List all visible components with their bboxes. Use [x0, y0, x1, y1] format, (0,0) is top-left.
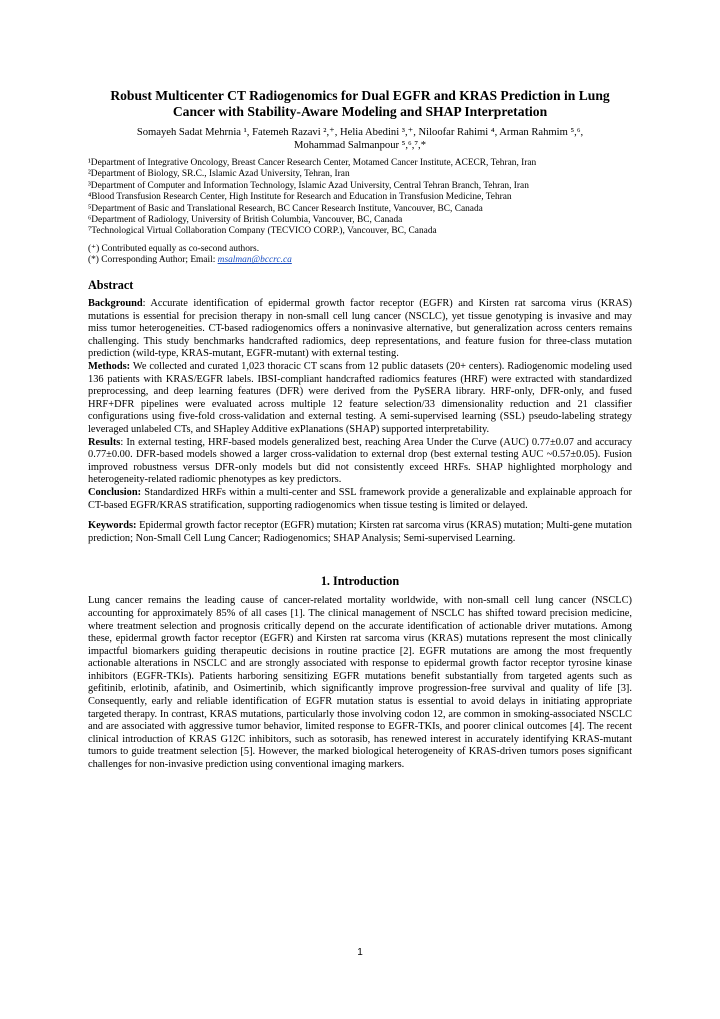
background-label: Background: [88, 298, 143, 310]
corresponding-author-label: (*) Corresponding Author; Email:: [88, 255, 218, 266]
methods-text: We collected and curated 1,023 thoracic CT scans from 12 public datasets (20+ centers). Radiogenomic modeling used 136 patients with KRAS/EGFR labels. IBSI-compliant handcrafted radiomics features (HRF) were extracted with standardized preprocessing, and deep learning features (DFR) were derived from the PySERA library. HRF-only, DFR-only, and fused HRF+DFR pipelines were evaluated across multiple 12 feature selection/33 dimensionality reduction and 21 classifier configurations using five-fold cross-validation and external testing. A semi-supervised learning (SSL) pseudo-labeling strategy leveraged unlabeled CTs, and SHapley Additive exPlanations (SHAP) supported interpretability.: [88, 361, 632, 435]
affiliation-1: ¹Department of Integrative Oncology, Breast Cancer Research Center, Motamed Cancer Institute, ACECR, Tehran, Iran: [88, 158, 537, 168]
corresponding-author-note: [88, 255, 632, 267]
keywords-paragraph: [88, 520, 632, 545]
author-line-1: Somayeh Sadat Mehrnia ¹, Fatemeh Razavi ²,⁺, Helia Abedini ³,⁺, Niloofar Rahimi ⁴, Arman Rahmim ⁵,⁶,: [136, 127, 584, 138]
affiliation-6: ⁶Department of Radiology, University of British Columbia, Vancouver, BC, Canada: [88, 215, 403, 226]
results-text: : In external testing, HRF-based models generalized best, reaching Area Under the Curve (AUC) 0.77±0.07 and accuracy 0.77±0.00. DFR-based models showed a larger cross-validation to external drop (best external testing AUC ~0.57±0.05). Fusion improved robustness versus DFR-only models but did not consistently exceed HRFs. SHAP highlighted morphology and heterogeneity-related radiomic phenotypes as key predictors.: [88, 436, 632, 486]
results-label: Results: [88, 436, 121, 448]
affiliation-2: ²Department of Biology, SR.C., Islamic Azad University, Tehran, Iran: [88, 169, 350, 180]
introduction-heading: 1. Introduction: [320, 574, 400, 589]
abstract-body: [88, 298, 632, 512]
methods-label: Methods:: [88, 361, 131, 372]
keywords-label: Keywords:: [88, 520, 137, 532]
background-text: : Accurate identification of epidermal growth factor receptor (EGFR) and Kirsten rat sarcoma virus (KRAS) mutations is essential for precision therapy in non-small cell lung cancer (NSCLC), yet tissue genotyping is invasive and may miss tumor heterogeneities. CT-based radiogenomics offers a noninvasive alternative, but generalization across centers remains challenging. This study benchmarks handcrafted radiomics, deep representations, and feature fusion for three-class mutation prediction (wild-type, KRAS-mutant, EGFR-mutant) with external testing.: [88, 298, 632, 360]
abstract-heading: Abstract: [88, 278, 134, 293]
paper-title: Robust Multicenter CT Radiogenomics for Dual EGFR and KRAS Prediction in Lung Cancer with Stability-Aware Modeling and SHAP Interpretation: [110, 88, 610, 119]
page-number: 1: [357, 947, 363, 958]
author-list: [88, 126, 632, 152]
author-notes: [88, 244, 632, 267]
conclusion-label: Conclusion:: [88, 486, 142, 498]
affiliation-7: ⁷Technological Virtual Collaboration Company (TECVICO CORP.), Vancouver, BC, Canada: [88, 226, 437, 237]
affiliation-3: ³Department of Computer and Information Technology, Islamic Azad University, Central Tehran Branch, Tehran, Iran: [88, 180, 529, 191]
affiliation-4: ⁴Blood Transfusion Research Center, High Institute for Research and Education in Transfusion Medicine, Tehran: [88, 192, 512, 203]
author-line-2: Mohammad Salmanpour ⁵,⁶,⁷,*: [293, 140, 426, 151]
affiliation-5: ⁵Department of Basic and Translational Research, BC Cancer Research Institute, Vancouver, BC, Canada: [88, 203, 483, 214]
keywords-text: Epidermal growth factor receptor (EGFR) mutation; Kirsten rat sarcoma virus (KRAS) mutation; Multi-gene mutation prediction; Non-Small Cell Lung Cancer; Radiogenomics; SHAP Analysis; Semi-supervised Learning.: [88, 520, 632, 544]
equal-contribution-note: (⁺) Contributed equally as co-second authors.: [88, 243, 260, 254]
introduction-body: Lung cancer remains the leading cause of cancer-related mortality worldwide, with non-small cell lung cancer (NSCLC) accounting for approximately 85% of all cases [1]. The clinical management of NSCLC has shifted toward precision medicine, where treatment selection and prognosis critically depend on the accurate identification of actionable driver mutations. Among these, epidermal growth factor receptor (EGFR) and Kirsten rat sarcoma virus (KRAS) mutations represent the most clinically impactful biomarkers guiding therapeutic decisions in routine practice [2]. EGFR mutations are among the most frequently actionable alterations in NSCLC and are strongly associated with response to epidermal growth factor receptor tyrosine kinase inhibitors (EGFR-TKIs). Patients harboring sensitizing EGFR mutations benefit substantially from targeted agents such as gefitinib, erlotinib, afatinib, and Osimertinib, which significantly improve progression-free survival and quality of life [3]. Consequently, early and reliable identification of EGFR mutation status is essential to avoid delays in initiating appropriate targeted therapy. In contrast, KRAS mutations, particularly those involving codon 12, are common in smoking-associated NSCLC and are associated with aggressive tumor behavior, limited response to EGFR-TKIs, and poorer clinical outcomes [4]. The recent clinical introduction of KRAS G12C inhibitors, such as sotorasib, has renewed interest in accurately identifying KRAS-mutant tumors to guide treatment selection [5]. However, the marked biological heterogeneity of KRAS-driven tumors poses significant challenges for non-invasive prediction using conventional imaging markers.: [88, 595, 632, 771]
conclusion-text: Standardized HRFs within a multi-center and SSL framework provide a generalizable and explainable approach for CT-based EGFR/KRAS stratification, supporting radiogenomics when tissue testing is limited or delayed.: [88, 486, 632, 511]
affiliation-list: [88, 158, 632, 238]
corresponding-email-link[interactable]: msalman@bccrc.ca: [217, 255, 292, 266]
